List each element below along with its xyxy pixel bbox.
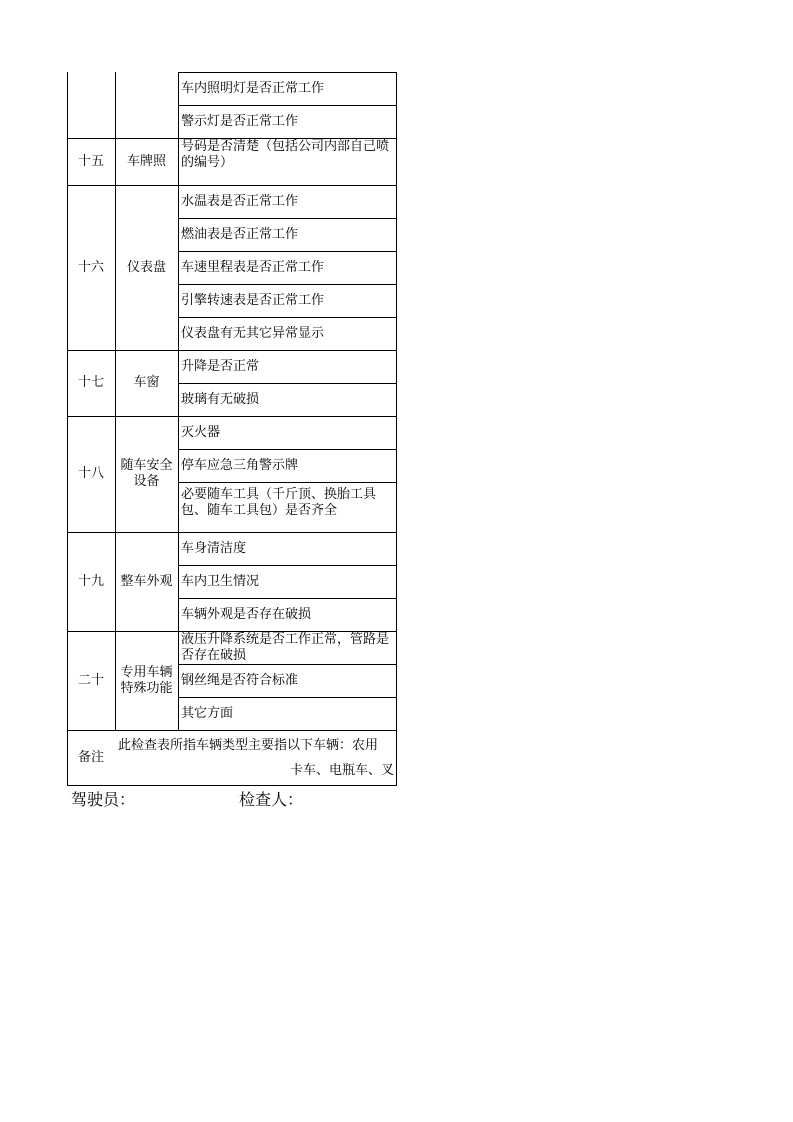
table-cell-item: 号码是否清楚（包括公司内部自己喷的编号） (181, 139, 390, 170)
note-label: 备注 (77, 749, 104, 765)
table-cell-item: 燃油表是否正常工作 (181, 226, 299, 242)
inspection-table (67, 72, 397, 786)
table-cell-item: 车身清洁度 (181, 540, 247, 556)
table-cell-category: 随车安全设备 (120, 458, 173, 489)
grid-line (396, 72, 397, 786)
driver-signature-label: 驾驶员： (71, 790, 136, 809)
table-cell-category: 仪表盘 (126, 259, 166, 275)
table-cell-number: 十七 (77, 375, 104, 390)
table-cell-category: 车窗 (133, 375, 160, 390)
table-cell-item: 停车应急三角警示牌 (181, 457, 299, 473)
table-cell-number: 十九 (77, 573, 104, 589)
table-cell-item: 其它方面 (181, 705, 234, 721)
table-cell-category: 整车外观 (120, 573, 173, 589)
table-cell-item: 玻璃有无破损 (181, 391, 260, 407)
grid-line (178, 482, 397, 483)
note-line-1: 此检查表所指车辆类型主要指以下车辆：农用 (118, 738, 379, 753)
table-cell-item: 钢丝绳是否符合标准 (181, 672, 299, 688)
table-cell-number: 十六 (77, 259, 104, 275)
table-cell-item: 水温表是否正常工作 (181, 193, 299, 209)
table-cell-item: 车内卫生情况 (181, 573, 260, 589)
table-cell-number: 二十 (77, 672, 104, 688)
table-cell-item: 液压升降系统是否工作正常，管路是否存在破损 (181, 632, 390, 663)
table-cell-number: 十八 (77, 466, 104, 481)
table-cell-item: 警示灯是否正常工作 (181, 113, 299, 129)
table-cell-item: 车辆外观是否存在破损 (181, 606, 312, 622)
table-cell-number: 十五 (77, 153, 104, 169)
table-cell-item: 必要随车工具（千斤顶、换胎工具包、随车工具包）是否齐全 (181, 487, 377, 518)
table-cell-item: 仪表盘有无其它异常显示 (181, 325, 325, 341)
table-cell-item: 车内照明灯是否正常工作 (181, 80, 325, 96)
table-cell-category: 车牌照 (126, 153, 166, 169)
note-text (115, 730, 397, 786)
table-cell-item: 升降是否正常 (181, 358, 260, 374)
inspector-signature-label: 检查人： (239, 790, 304, 809)
table-cell-item: 引擎转速表是否正常工作 (181, 292, 325, 308)
table-cell-item: 灭火器 (181, 424, 221, 440)
note-line-2: 卡车、电瓶车、叉 (290, 763, 395, 778)
table-cell-category: 专用车辆特殊功能 (120, 664, 173, 696)
table-cell-item: 车速里程表是否正常工作 (181, 259, 325, 275)
